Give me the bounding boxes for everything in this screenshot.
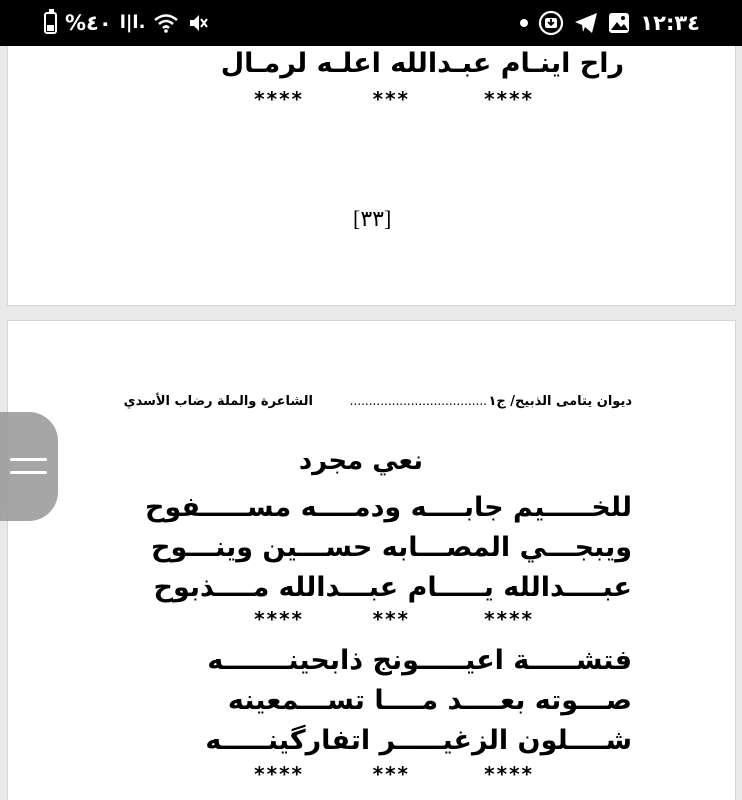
document-page-33 bbox=[7, 46, 736, 306]
verse-line: شــــلون الزغيـــــر اتفارگينـــــه bbox=[205, 725, 632, 756]
handle-bar-icon bbox=[10, 458, 47, 461]
telegram-icon bbox=[574, 12, 598, 34]
wifi-icon bbox=[153, 13, 179, 33]
verse-line: فتشـــــة اعيـــــونج ذابحينـــــــه bbox=[207, 645, 632, 676]
handle-bar-icon bbox=[10, 471, 47, 474]
stars-separator-left: **** bbox=[254, 762, 304, 786]
stars-separator-right: **** bbox=[484, 762, 534, 786]
stars-separator-middle: *** bbox=[372, 607, 410, 631]
document-page-34 bbox=[7, 320, 736, 800]
poem-title: نعي مجرد bbox=[298, 446, 423, 476]
stars-separator-right: **** bbox=[484, 607, 534, 631]
signal-icon: l|l. bbox=[119, 12, 146, 33]
mute-icon bbox=[187, 12, 209, 34]
header-book-title: ديوان يتامى الذبيح/ ج١ bbox=[488, 394, 632, 409]
stars-separator-right: **** bbox=[484, 87, 534, 111]
stars-separator-left: **** bbox=[254, 607, 304, 631]
verse-line: راح اينـام عبـدالله اعلـه لرمـال bbox=[220, 48, 624, 79]
header-dots: .................................... bbox=[349, 394, 487, 408]
verse-line: صـــوته بعــــد مــــا تســـمعينه bbox=[227, 685, 632, 716]
battery-icon bbox=[44, 12, 57, 34]
stars-separator-middle: *** bbox=[372, 762, 410, 786]
download-icon bbox=[538, 10, 564, 36]
status-bar bbox=[0, 0, 742, 46]
gallery-icon bbox=[608, 12, 630, 34]
page-number: [٣٣] bbox=[353, 206, 392, 231]
dot-icon bbox=[520, 19, 528, 27]
header-author: الشاعرة والملة رضاب الأسدي bbox=[123, 394, 313, 409]
battery-percentage: %٤٠ bbox=[65, 11, 112, 35]
verse-line: عبــــدالله يـــــام عبـــدالله مــــذبوح bbox=[153, 572, 632, 603]
clock: ١٢:٣٤ bbox=[640, 11, 700, 35]
status-bar-left bbox=[44, 0, 209, 46]
status-bar-right bbox=[520, 0, 700, 46]
stars-separator-left: **** bbox=[254, 87, 304, 111]
verse-line: للخـــــيم جابــــه ودمــــه مســـــفوح bbox=[145, 492, 632, 523]
side-drawer-handle[interactable] bbox=[0, 412, 58, 521]
verse-line: ويبجـــي المصـــابه حســـين وينـــوح bbox=[151, 532, 632, 563]
stars-separator-middle: *** bbox=[372, 87, 410, 111]
